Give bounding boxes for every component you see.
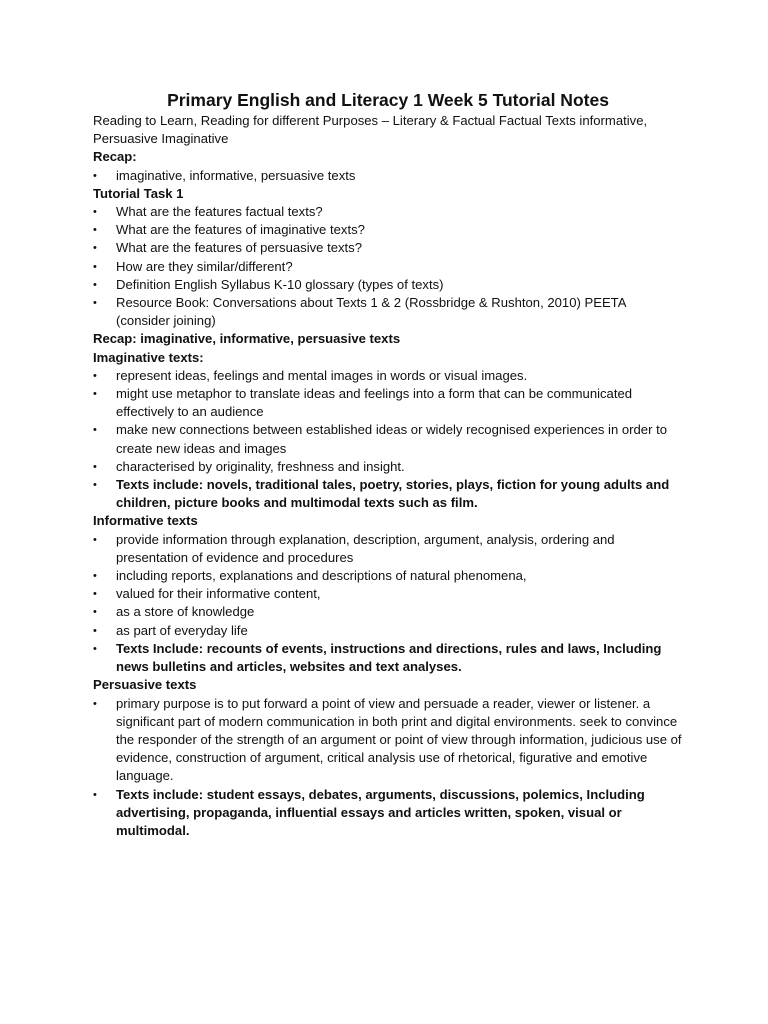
bullet-icon: • (93, 697, 97, 710)
list-item (93, 421, 683, 457)
bullet-icon: • (93, 533, 97, 546)
list-item (93, 531, 683, 567)
bullet-list (93, 203, 683, 330)
list-item-text: valued for their informative content, (116, 586, 321, 602)
list-item (93, 458, 683, 476)
list-item (93, 385, 683, 421)
bullet-icon: • (93, 297, 97, 310)
list-item (93, 786, 683, 841)
bullet-icon: • (93, 479, 97, 492)
section-heading: Tutorial Task 1 (93, 185, 184, 201)
list-item-text: provide information through explanation, description, argument, analysis, ordering and presentation of evidence and procedures (116, 531, 615, 565)
list-item-text: How are they similar/different? (116, 258, 293, 274)
list-item (93, 276, 683, 294)
list-item (93, 585, 683, 603)
list-item (93, 640, 683, 676)
list-item-text: What are the features of persuasive texts? (116, 240, 363, 256)
section-heading: Informative texts (93, 513, 198, 529)
list-item-text: Resource Book: Conversations about Texts 1 & 2 (Rossbridge & Rushton, 2010) PEETA (consider joining) (116, 295, 626, 329)
list-item (93, 294, 683, 330)
section-heading: Recap: (93, 149, 137, 165)
bullet-icon: • (93, 624, 97, 637)
list-item-text: including reports, explanations and descriptions of natural phenomena, (116, 568, 527, 584)
bullet-icon: • (93, 606, 97, 619)
list-item (93, 239, 683, 257)
list-item-text: Texts include: novels, traditional tales, poetry, stories, plays, fiction for young adults and children, picture books and multimodal texts such as film. (116, 477, 670, 511)
bullet-icon: • (93, 260, 97, 273)
list-item-text: Texts Include: recounts of events, instructions and directions, rules and laws, Including news bulletins and articles, websites and text analyses. (116, 640, 662, 675)
list-item-text: Definition English Syllabus K-10 glossary (types of texts) (116, 276, 444, 292)
list-item (93, 167, 683, 185)
bullet-list (93, 695, 683, 841)
list-item-text: as a store of knowledge (116, 604, 255, 620)
bullet-icon: • (93, 242, 97, 255)
list-item-text: might use metaphor to translate ideas and feelings into a form that can be communicated effectively to an audience (116, 386, 633, 420)
bullet-list (93, 531, 683, 677)
document-intro: Reading to Learn, Reading for different Purposes – Literary & Factual Factual Texts informative, Persuasive Imaginative (93, 113, 648, 147)
list-item (93, 221, 683, 239)
bullet-icon: • (93, 788, 97, 801)
bullet-list (93, 167, 683, 185)
bullet-icon: • (93, 224, 97, 237)
section-heading: Persuasive texts (93, 677, 197, 693)
list-item-text: characterised by originality, freshness and insight. (116, 458, 405, 474)
list-item (93, 476, 683, 512)
list-item-text: represent ideas, feelings and mental images in words or visual images. (116, 367, 528, 383)
bullet-icon: • (93, 570, 97, 583)
list-item (93, 603, 683, 621)
section-heading: Recap: imaginative, informative, persuasive texts (93, 331, 401, 347)
bullet-icon: • (93, 460, 97, 473)
list-item-text: Texts include: student essays, debates, arguments, discussions, polemics, Including advertising, propaganda, influential essays and articles written, spoken, visual or multimodal. (116, 786, 645, 838)
document-page (93, 89, 683, 840)
list-item-text: make new connections between established ideas or widely recognised experiences in order to create new ideas and images (116, 422, 667, 456)
list-item-text: imaginative, informative, persuasive texts (116, 167, 356, 183)
list-item-text: What are the features factual texts? (116, 204, 323, 220)
bullet-icon: • (93, 424, 97, 437)
bullet-icon: • (93, 169, 97, 182)
list-item-text: primary purpose is to put forward a point of view and persuade a reader, viewer or listener. a significant part of modern communication in both print and digital environments. seek to convince the responder of the strength of an argument or point of view through information, judicious use of evidence, construction of argument, critical analysis use of rhetorical, figurative and emotive language. (116, 695, 682, 784)
list-item-text: as part of everyday life (116, 622, 248, 638)
bullet-icon: • (93, 206, 97, 219)
section-heading: Imaginative texts: (93, 349, 204, 365)
document-title: Primary English and Literacy 1 Week 5 Tutorial Notes (167, 90, 609, 110)
list-item (93, 622, 683, 640)
list-item (93, 258, 683, 276)
list-item (93, 203, 683, 221)
bullet-list (93, 367, 683, 513)
list-item (93, 695, 683, 786)
bullet-icon: • (93, 642, 97, 655)
bullet-icon: • (93, 388, 97, 401)
list-item (93, 567, 683, 585)
bullet-icon: • (93, 278, 97, 291)
list-item (93, 367, 683, 385)
document-sections (93, 148, 683, 840)
bullet-icon: • (93, 369, 97, 382)
list-item-text: What are the features of imaginative texts? (116, 222, 365, 238)
bullet-icon: • (93, 588, 97, 601)
